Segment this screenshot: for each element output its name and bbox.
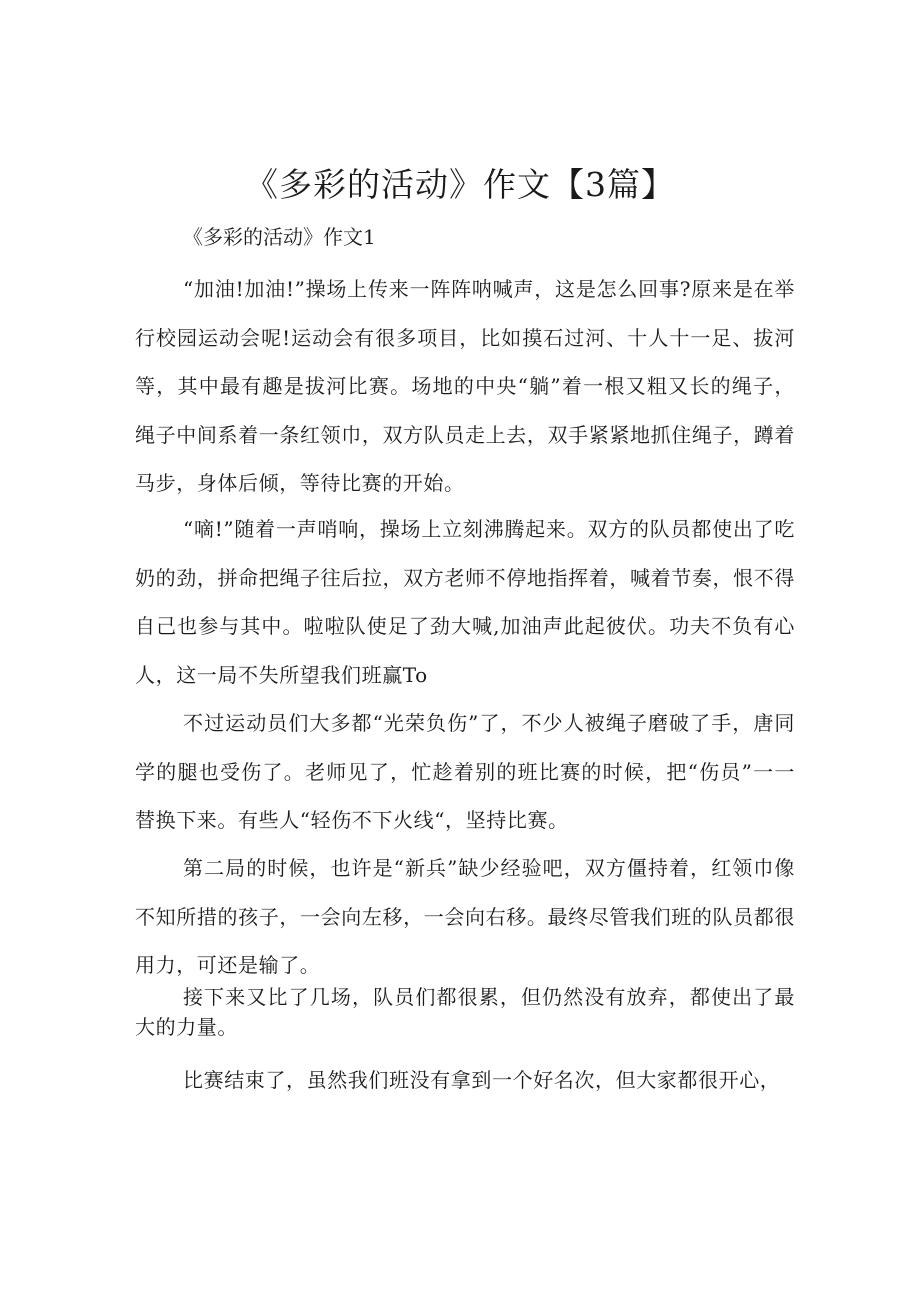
paragraph: 比赛结束了，虽然我们班没有拿到一个好名次，但大家都很开心， bbox=[183, 1068, 781, 1092]
paragraph: 不过运动员们大多都“光荣负伤”了，不少人被绳子磨破了手，唐同学的腿也受伤了。老师见了，忙趁着别的班比赛的时候，把“伤员”一一替换下来。有些人“轻伤不下火线“，坚持比赛。 bbox=[135, 711, 795, 832]
paragraph: 接下来又比了几场，队员们都很累，但仍然没有放弃，都使出了最大的力量。 bbox=[135, 985, 795, 1039]
paragraph: “加油!加油!”操场上传来一阵阵呐喊声，这是怎么回事?原来是在举行校园运动会呢!运动会有很多项目，比如摸石过河、十人十一足、拔河等，其中最有趣是拔河比赛。场地的中央“躺”着一根又粗又长的绳子，绳子中间系着一条红领巾，双方队员走上去，双手紧紧地抓住绳子，蹲着马步，身体后倾，等待比赛的开始。 bbox=[135, 277, 795, 495]
page-title: 《多彩的活动》作文【3篇】 bbox=[245, 165, 675, 204]
paragraph: 第二局的时候，也许是“新兵”缺少经验吧，双方僵持着，红领巾像不知所措的孩子，一会向左移，一会向右移。最终尽管我们班的队员都很用力，可还是输了。 bbox=[135, 856, 795, 977]
essay-subtitle: 《多彩的活动》作文1 bbox=[183, 225, 376, 249]
paragraph: “嘀!”随着一声哨响，操场上立刻沸腾起来。双方的队员都使出了吃奶的劲，拼命把绳子往后拉，双方老师不停地指挥着，喊着节奏，恨不得自己也参与其中。啦啦队使足了劲大喊,加油声此起彼伏。功夫不负有心人，这一局不失所望我们班赢To bbox=[135, 517, 795, 687]
